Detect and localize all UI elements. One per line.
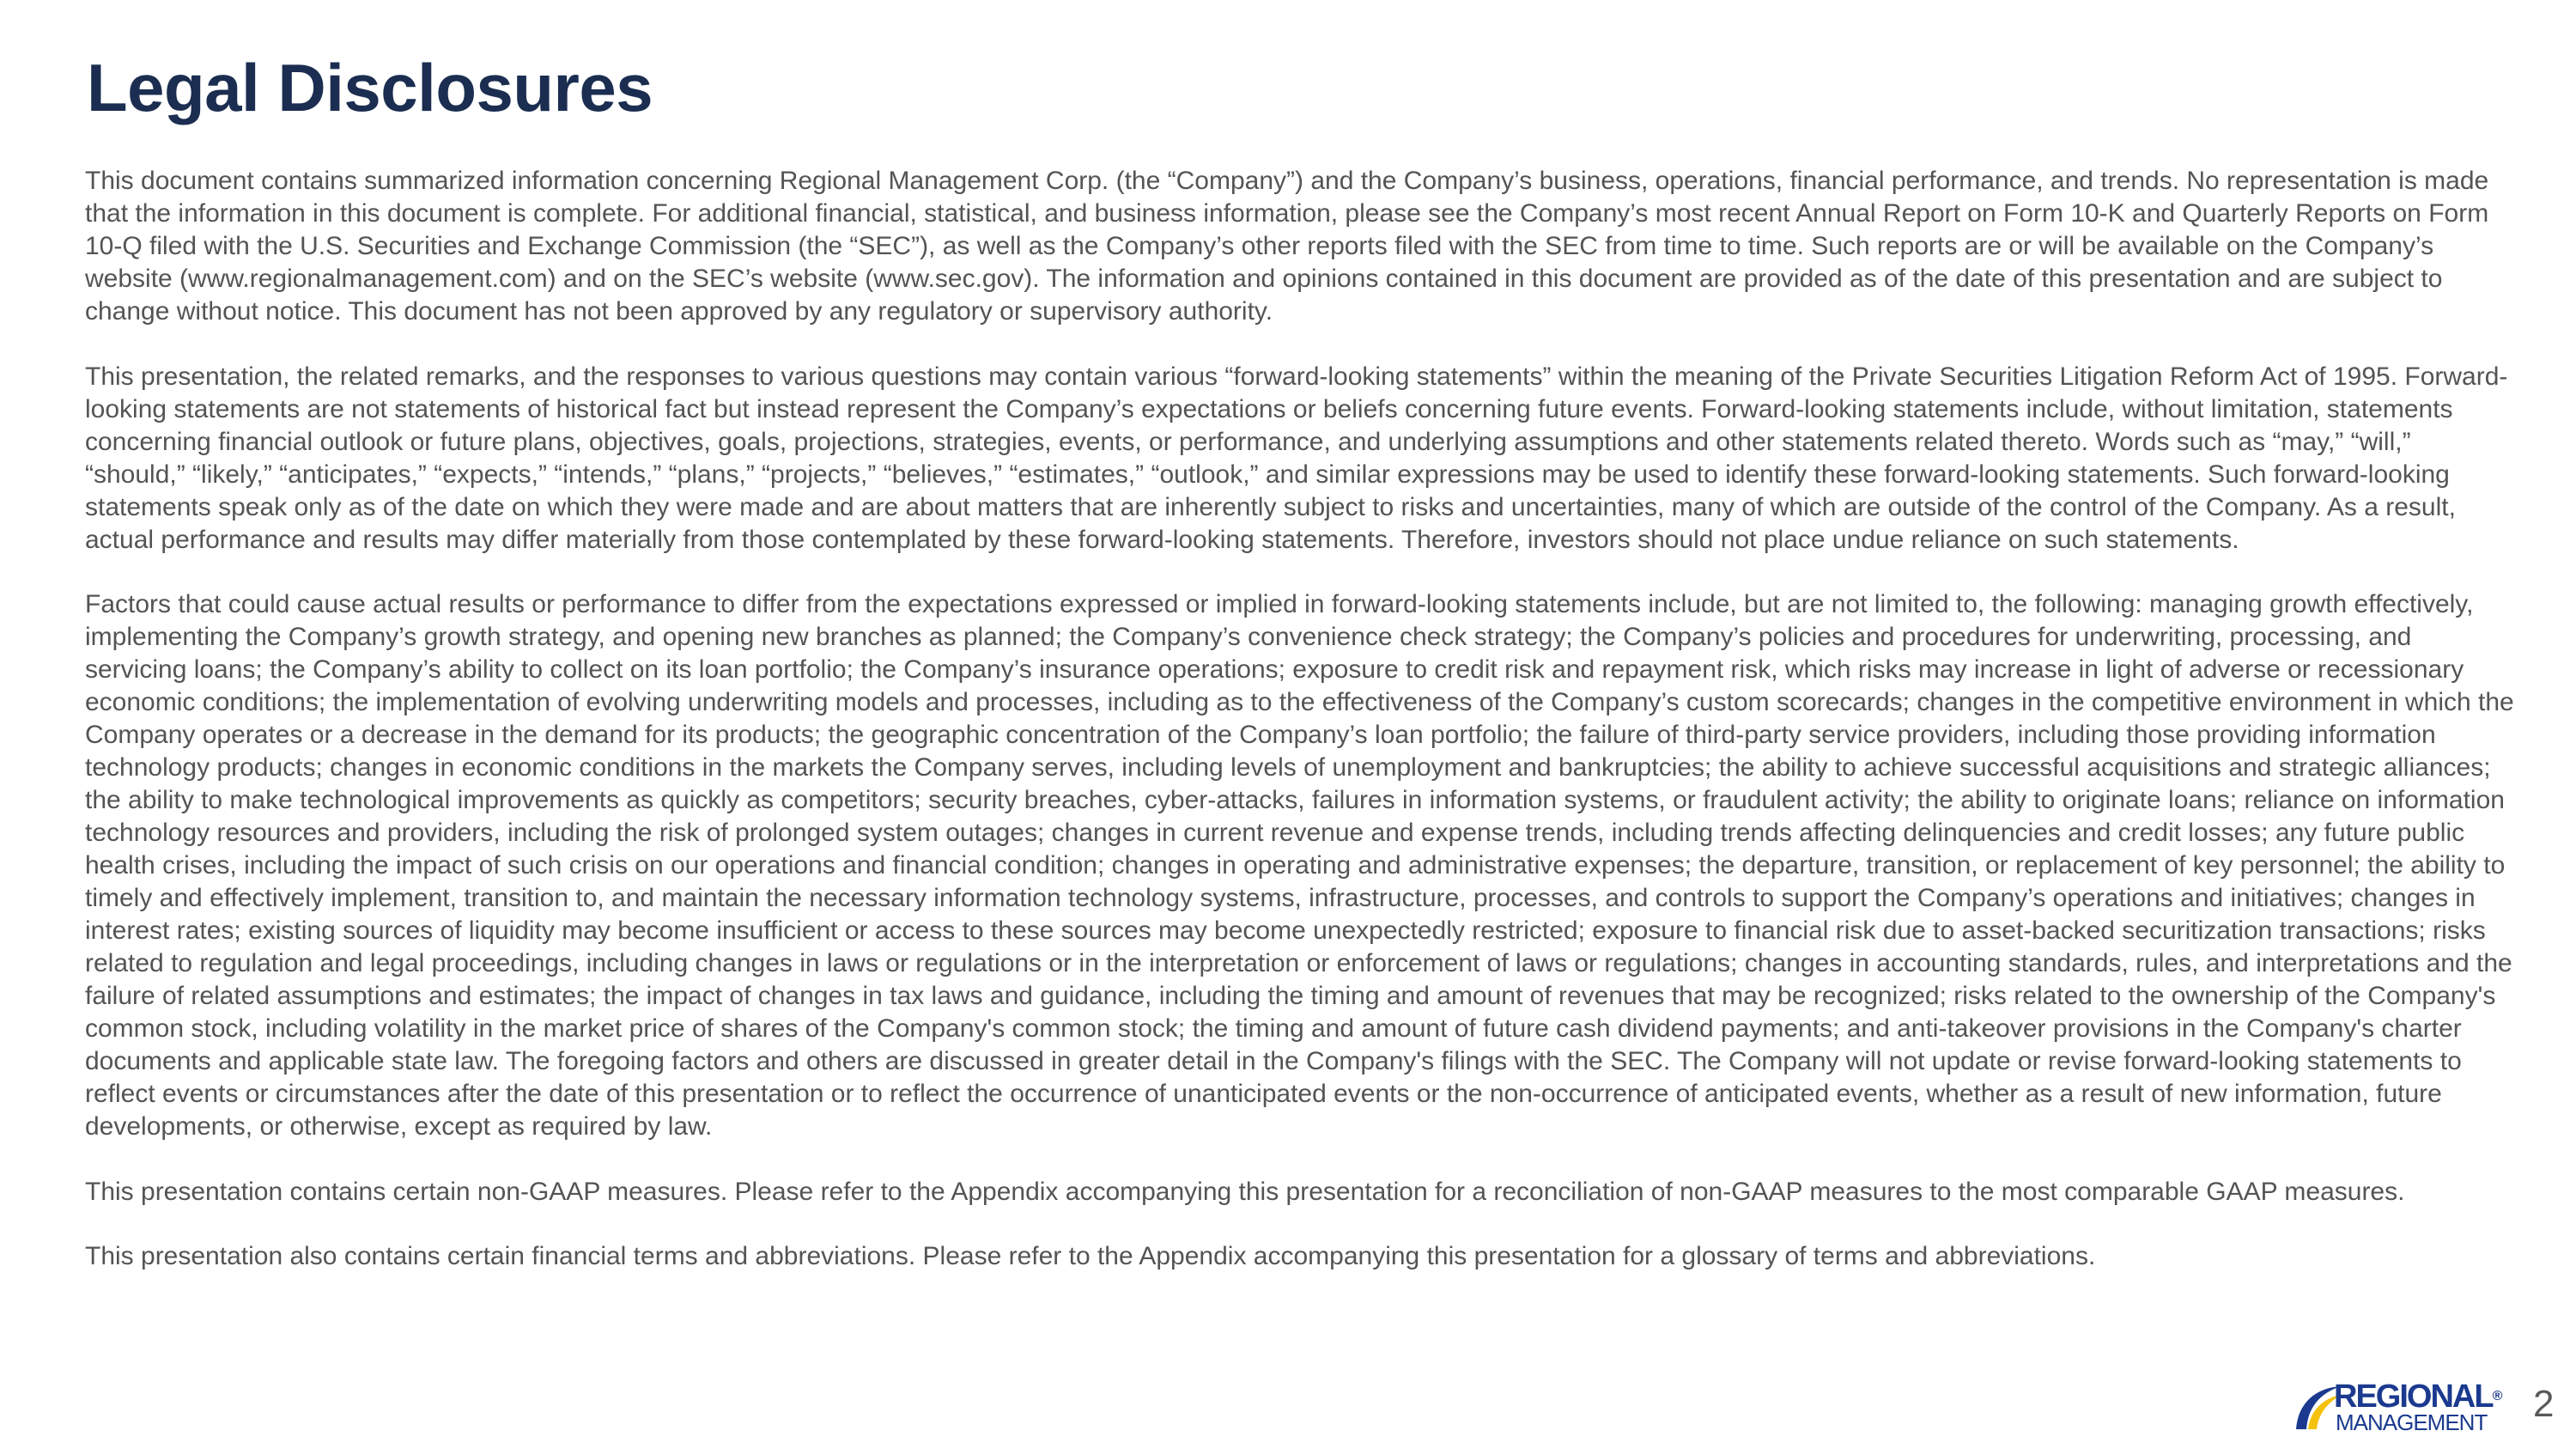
disclosure-paragraph-forward-looking: This presentation, the related remarks, and the responses to various questions may contain various “forward-looking statements” within the meaning of the Private Securities Litigation Reform Act of 1995. Forward-looking statements are not statements of historical fact but instead represent the Company’s expectations or beliefs concerning future events. Forward-looking statements include, without limitation, statements concerning financial outlook or future plans, objectives, goals, projections, strategies, events, or performance, and underlying assumptions and other statements related thereto. Words such as “may,” “will,” “should,” “likely,” “anticipates,” “expects,” “intends,” “plans,” “projects,” “believes,” “estimates,” “outlook,” and similar expressions may be used to identify these forward-looking statements. Such forward-looking statements speak only as of the date on which they were made and are about matters that are inherently subject to risks and uncertainties, many of which are outside of the control of the Company. As a result, actual performance and results may differ materially from those contemplated by these forward-looking statements. Therefore, investors should not place undue reliance on such statements. [85,362,2508,554]
disclosure-paragraph-risk-factors: Factors that could cause actual results or performance to differ from the expectations expressed or implied in forward-looking statements include, but are not limited to, the following: managing growth effectively, implementing the Company’s growth strategy, and opening new branches as planned; the Company’s convenience check strategy; the Company’s policies and procedures for underwriting, processing, and servicing loans; the Company’s ability to collect on its loan portfolio; the Company’s insurance operations; exposure to credit risk and repayment risk, which risks may increase in light of adverse or recessionary economic conditions; the implementation of evolving underwriting models and processes, including as to the effectiveness of the Company’s custom scorecards; changes in the competitive environment in which the Company operates or a decrease in the demand for its products; the geographic concentration of the Company’s loan portfolio; the failure of third-party service providers, including those providing information technology products; changes in economic conditions in the markets the Company serves, including levels of unemployment and bankruptcies; the ability to achieve successful acquisitions and strategic alliances; the ability to make technological improvements as quickly as competitors; security breaches, cyber-attacks, failures in information systems, or fraudulent activity; the ability to originate loans; reliance on information technology resources and providers, including the risk of prolonged system outages; changes in current revenue and expense trends, including trends affecting delinquencies and credit losses; any future public health crises, including the impact of such crisis on our operations and financial condition; changes in operating and administrative expenses; the departure, transition, or replacement of key personnel; the ability to timely and effectively implement, transition to, and maintain the necessary information technology systems, infrastructure, processes, and controls to support the Company’s operations and initiatives; changes in interest rates; existing sources of liquidity may become insufficient or access to these sources may become unexpectedly restricted; exposure to financial risk due to asset-backed securitization transactions; risks related to regulation and legal proceedings, including changes in laws or regulations or in the interpretation or enforcement of laws or regulations; changes in accounting standards, rules, and interpretations and the failure of related assumptions and estimates; the impact of changes in tax laws and guidance, including the timing and amount of revenues that may be recognized; risks related to the ownership of the Company's common stock, including volatility in the market price of shares of the Company's common stock; the timing and amount of future cash dividend payments; and anti-takeover provisions in the Company's charter documents and applicable state law. The foregoing factors and others are discussed in greater detail in the Company's filings with the SEC. The Company will not update or revise forward-looking statements to reflect events or circumstances after the date of this presentation or to reflect the occurrence of unanticipated events or the non-occurrence of anticipated events, whether as a result of new information, future developments, or otherwise, except as required by law. [85,590,2514,1141]
disclosure-body [85,165,2515,1306]
company-logo [2291,1379,2514,1434]
page-number: 2 [2533,1383,2555,1425]
page-title: Legal Disclosures [87,50,653,125]
logo-registered-mark: ® [2492,1389,2503,1403]
disclosure-paragraph-company-info: This document contains summarized information concerning Regional Management Corp. (the “Company”) and the Company’s business, operations, financial performance, and trends. No representation is made that the information in this document is complete. For additional financial, statistical, and business information, please see the Company’s most recent Annual Report on Form 10-K and Quarterly Reports on Form 10-Q filed with the U.S. Securities and Exchange Commission (the “SEC”), as well as the Company’s other reports filed with the SEC from time to time. Such reports are or will be available on the Company’s website (www.regionalmanagement.com) and on the SEC’s website (www.sec.gov). The information and opinions contained in this document are provided as of the date of this presentation and are subject to change without notice. This document has not been approved by any regulatory or supervisory authority. [85,167,2489,326]
logo-subtitle: MANAGEMENT [2336,1409,2488,1435]
disclosure-paragraph-glossary: This presentation also contains certain financial terms and abbreviations. Please refer to the Appendix accompanying this presentation for a glossary of terms and abbreviations. [85,1242,2096,1270]
logo-wordmark [2334,1379,2502,1414]
logo-name-text: REGIONAL [2334,1379,2493,1415]
disclosure-paragraph-non-gaap: This presentation contains certain non-GAAP measures. Please refer to the Appendix accompanying this presentation for a reconciliation of non-GAAP measures to the most comparable GAAP measures. [85,1177,2405,1206]
